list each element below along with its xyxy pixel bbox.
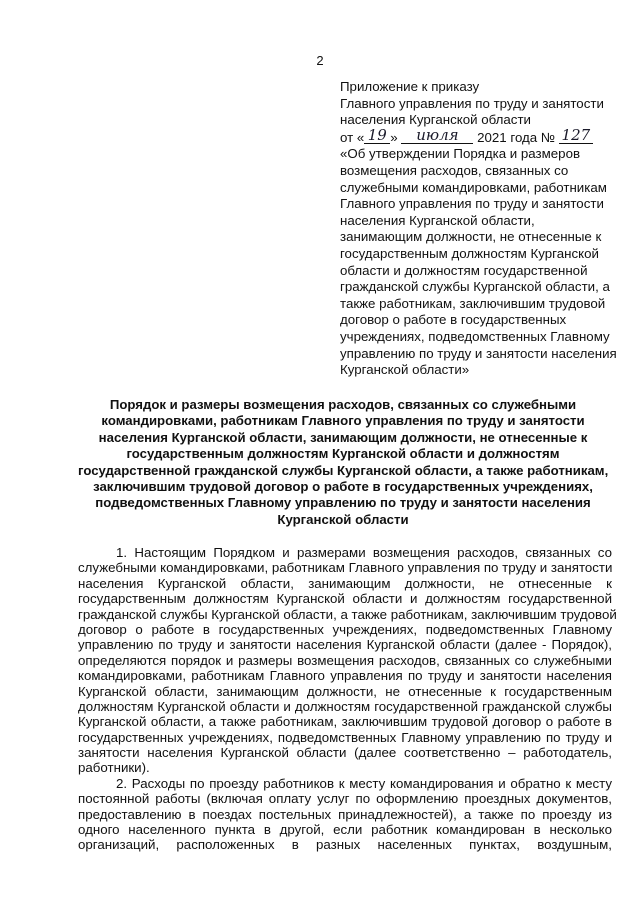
body-line: населения Курганской области, занимающим должности, не отнесенные к <box>78 575 612 591</box>
title-line: населения Курганской области, занимающим должности, не отнесенные к <box>98 429 588 445</box>
body-line: гражданской службы Курганской области, а также работникам, заключившим трудовой <box>78 606 617 622</box>
order-date-line <box>340 125 620 147</box>
body-line: одного населенного пункта в другой, если работник командирован в несколько <box>78 822 612 838</box>
body-line: постоянной работы (включая оплату услуг по оформлению проездных документов, <box>78 791 612 807</box>
order-year: 2021 года № <box>477 129 556 145</box>
document-title <box>78 397 608 528</box>
body-line: 2. Расходы по проезду работников к месту командирования и обратно к месту <box>116 775 612 791</box>
subject-line: занимающим должности, не отнесенные к <box>340 229 602 245</box>
subject-line: также работникам, заключившим трудовой <box>340 295 606 311</box>
body-line: 1. Настоящим Порядком и размерами возмещения расходов, связанных со <box>116 545 612 560</box>
body-line: должностям Курганской области и должностям государственной гражданской службы <box>78 698 612 714</box>
handwritten-day: 19 <box>364 127 390 145</box>
subject-line: гражданской службы Курганской области, а <box>340 279 610 295</box>
body-line: государственным должностям Курганской области и должностям государственной <box>78 591 612 607</box>
handwritten-month: июля <box>401 127 473 145</box>
title-line: государственной гражданской службы Курганской области, а также работникам, <box>78 462 609 478</box>
appendix-line: Главного управления по труду и занятости <box>340 95 604 111</box>
subject-line: государственным должностям Курганской <box>340 245 599 261</box>
appendix-line: Приложение к приказу <box>340 79 480 94</box>
subject-line: управлению по труду и занятости населения <box>340 345 617 361</box>
body-line: занятости населения Курганской области (далее соответственно – работодатель, <box>78 745 612 761</box>
appendix-line: населения Курганской области <box>340 112 531 128</box>
body-line: управлению по труду и занятости населения Курганской области (далее - Порядок), <box>78 637 612 653</box>
body-line: определяются порядок и размеры возмещения расходов, связанных со служебными <box>78 652 612 668</box>
title-line: Курганской области <box>277 511 409 527</box>
title-line: заключившим трудовой договор о работе в государственных учреждениях, <box>93 479 593 495</box>
subject-line: возмещения расходов, связанных со <box>340 162 569 178</box>
appendix-header <box>340 79 620 379</box>
body-line: Курганской области, а также работникам, заключившим трудовой договор о работе в <box>78 714 612 730</box>
title-line: подведомственных Главному управлению по труду и занятости населения <box>95 495 591 511</box>
body-line: государственных учреждениях, подведомственных Главному управлению по труду и <box>78 729 612 745</box>
order-prefix: от « <box>340 129 365 145</box>
body-line: командировками, работникам Главного управления по труду и занятости населения <box>78 668 612 684</box>
subject-line: служебными командировками, работникам <box>340 179 607 195</box>
title-line: командировками, работникам Главного управления по труду и занятости <box>101 413 585 429</box>
handwritten-order-number: 127 <box>559 127 593 145</box>
subject-line: учреждениях, подведомственных Главному <box>340 328 610 344</box>
subject-line: Курганской области» <box>340 362 470 378</box>
body-line: работники). <box>78 760 150 776</box>
subject-line: Главного управления по труду и занятости <box>340 196 604 212</box>
order-subject <box>340 146 620 378</box>
subject-line: договор о работе в государственных <box>340 312 567 328</box>
body-line: предоставлению в поездах постельных принадлежностей), а также по проезду из <box>78 806 612 822</box>
body-line: организаций, расположенных в разных населенных пунктах, воздушным, <box>78 837 612 853</box>
title-line: государственным должностям Курганской области и должностям <box>126 446 560 462</box>
body-line: служебными командировками, работникам Главного управления по труду и занятости <box>78 560 613 576</box>
subject-line: «Об утверждении Порядка и размеров <box>340 146 581 162</box>
subject-line: населения Курганской области, <box>340 212 535 228</box>
page-number: 2 <box>316 53 324 68</box>
body-line: договор о работе в государственных учреждениях, подведомственных Главному <box>78 621 612 637</box>
title-line: Порядок и размеры возмещения расходов, связанных со служебными <box>109 397 577 412</box>
order-mid: » <box>390 129 398 145</box>
subject-line: области и должностям государственной <box>340 262 588 278</box>
document-body <box>78 545 617 853</box>
body-line: Курганской области, занимающим должности, не отнесенные к государственным <box>78 683 612 699</box>
